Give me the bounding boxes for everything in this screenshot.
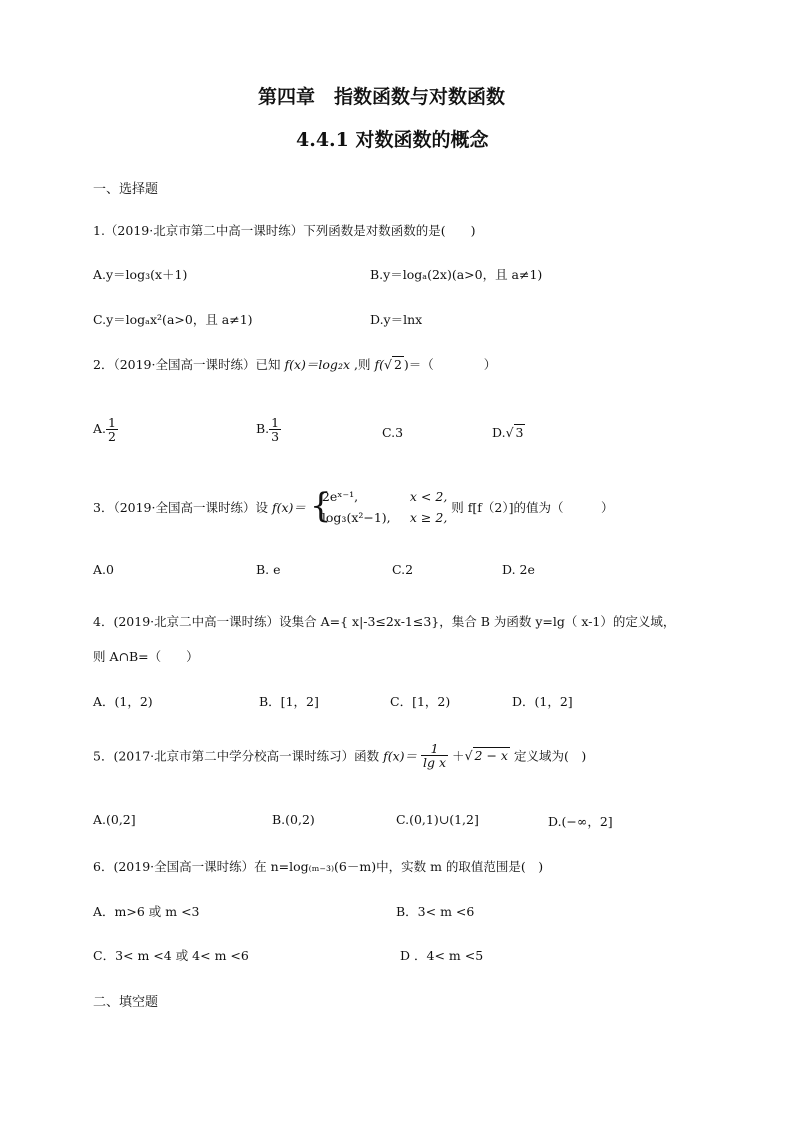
q5-fraction [421, 742, 448, 769]
question-3-stem [93, 486, 613, 528]
question-4-line-1: 4．(2019·北京二中高一课时练）设集合 A={ x|-3≤2x-1≤3}，集合 B 为函数 y=lg（ x-1）的定义域， [93, 614, 676, 629]
denominator: 3 [271, 429, 280, 445]
q5-plus: ＋ [452, 748, 465, 764]
q2-option-b-fraction [269, 416, 281, 443]
numerator: 1 [430, 741, 439, 756]
q2-option-b [256, 416, 281, 443]
brace-icon: { [309, 486, 332, 526]
q2-option-b-label: B. [256, 421, 270, 437]
piece-expr: 2eˣ⁻¹, [321, 489, 359, 504]
section-heading-fill: 二、填空题 [93, 995, 159, 1010]
piece-row-1 [322, 486, 447, 507]
q2-mid: ,则 [353, 357, 371, 372]
q5-function: f(x)＝ [383, 748, 418, 764]
q2-d-radicand: 3 [515, 425, 524, 440]
question-4-line-2: 则 A∩B=（ ） [93, 649, 199, 664]
q2-sqrt-radicand: 2 [393, 357, 402, 372]
q6-option-c: C．3< m <4 或 4< m <6 [93, 948, 249, 963]
q5-suffix: 定义域为( ) [513, 748, 587, 764]
q2-option-a-fraction [106, 416, 118, 443]
q5-prefix: 5．(2017·北京市第二中学分校高一课时练习）函数 [93, 748, 380, 764]
q3-prefix: 3．（2019·全国高一课时练）设 [93, 500, 268, 515]
q4-option-c: C．[1，2) [390, 694, 451, 709]
q5-radicand: 2 − x [474, 748, 508, 764]
q3-option-b: B. e [256, 562, 281, 577]
q6-option-b: B．3< m <6 [396, 904, 475, 919]
q1-option-c: C.y＝logₐx²(a>0，且 a≠1) [93, 312, 253, 327]
q5-option-d: D.(−∞，2] [548, 814, 613, 829]
numerator: 1 [108, 415, 116, 430]
q2-option-d [492, 425, 525, 440]
q6-option-a: A．m>6 或 m <3 [93, 904, 200, 919]
numerator: 1 [271, 415, 280, 430]
q3-option-d: D. 2e [502, 562, 535, 577]
q1-option-b: B.y＝logₐ(2x)(a>0，且 a≠1) [370, 267, 543, 282]
q2-sqrt-sign: √ [383, 357, 392, 372]
section-heading-choice: 一、选择题 [93, 182, 159, 197]
piece-row-2 [322, 507, 447, 528]
q1-option-a: A.y＝log₃(x＋1) [93, 267, 188, 282]
q3-suffix: 则 f[f（2）]的值为（ ） [451, 500, 614, 515]
q5-option-b: B.(0,2) [272, 812, 315, 827]
q3-option-a: A.0 [93, 562, 114, 577]
q1-option-d: D.y＝lnx [370, 312, 423, 327]
question-1-stem: 1.（2019·北京市第二中高一课时练）下列函数是对数函数的是( ) [93, 223, 476, 238]
q2-option-c: C.3 [382, 425, 404, 440]
q3-piecewise [310, 486, 447, 528]
q5-option-a: A.(0,2] [93, 812, 136, 827]
q4-option-b: B．[1，2] [259, 694, 319, 709]
q4-option-d: D．(1，2] [512, 694, 573, 709]
q2-d-sqrt-sign: √ [505, 425, 514, 440]
question-2-stem [93, 355, 496, 373]
q4-option-a: A．(1，2) [93, 694, 153, 709]
piece-expr: log₃(x²−1), [321, 510, 391, 525]
q2-option-d-label: D. [492, 425, 506, 440]
question-6-stem: 6．(2019·全国高一课时练）在 n=log₍ₘ₋₃₎(6－m)中，实数 m 的取值范围是( ) [93, 859, 544, 874]
q6-option-d: D ．4< m <5 [400, 948, 484, 963]
q2-option-a [93, 416, 118, 443]
q2-option-a-label: A. [93, 421, 107, 437]
question-5-stem [93, 742, 586, 769]
q3-function: f(x)＝ [271, 500, 306, 515]
piece-cond: x ≥ 2, [409, 510, 448, 525]
q2-prefix: 2．（2019·全国高一课时练）已知 [93, 357, 281, 372]
q2-ask-end: )＝（ ） [403, 357, 497, 372]
q5-sqrt-sign: √ [464, 748, 473, 764]
q2-function: f(x)＝log₂x [284, 357, 350, 372]
denominator: lg x [423, 755, 447, 771]
section-title: 4.4.1 对数函数的概念 [296, 129, 489, 151]
q3-option-c: C.2 [392, 562, 414, 577]
q2-ask-f: f( [374, 357, 384, 372]
piece-cond: x < 2, [409, 489, 448, 504]
chapter-title: 第四章 指数函数与对数函数 [258, 86, 506, 108]
denominator: 2 [108, 429, 116, 445]
q5-option-c: C.(0,1)∪(1,2] [396, 812, 479, 827]
